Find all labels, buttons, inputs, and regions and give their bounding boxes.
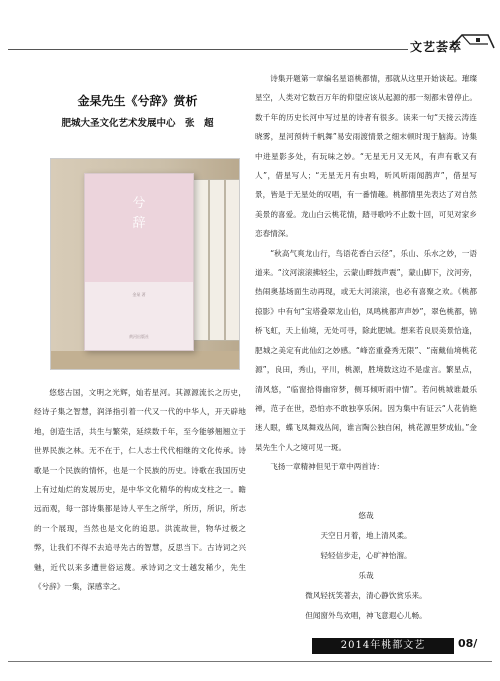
section-brand	[404, 32, 496, 58]
paragraph: 诗集开题第一章编名星语桃都情，那就从这里开始谈起。璀璨星空，人类对它数百万年的仰望应该从起源的那一刻都未曾停止。数千年的历史长河中写过星的诗者有很多。读来一句“天接云涛连晓雾，星河预转千帆舞”易安雨渡情景之细末顿时现于脑海。诗集中进星影多处，有玩味之妙。“无星无月又无风，有声有歌又有人”，借星写人；“无星无月有虫鸣，听风听雨闻鹊声”，借星写景，皆是于无星处的叹唱，有一番情趣。桃都情里先表达了对自然美景的喜爱。龙山白云桃花情，踏寻歌吟不止数十回，可见对家乡恋春情深。	[255, 74, 477, 239]
poem-1-line: 天空日月着，地上清风柔。	[320, 531, 412, 540]
poem-2-line: 但闻窗外鸟欢唱，神飞意遐心儿畅。	[305, 611, 427, 620]
page-number: 08/	[458, 637, 478, 650]
book-cover-title: 兮 辞	[132, 196, 146, 231]
footer-issue: 2014年桃都文艺	[312, 638, 454, 654]
footer-rule	[8, 661, 492, 662]
poem-1-line: 轻轻信步走，心旷神怡溜。	[320, 551, 412, 560]
book-cover-publisher: 黄河出版社	[129, 334, 149, 339]
paragraph: 飞扬一章精神但见于章中两首诗：	[270, 462, 385, 472]
book-spine	[225, 179, 240, 341]
article-author: 肥城大圣文化艺术发展中心 张 超	[61, 118, 214, 129]
shelf-board	[51, 351, 239, 369]
book-cover-author: 金杲 著	[132, 292, 146, 297]
book-cover	[84, 173, 194, 351]
poem-2-title: 乐哉	[358, 571, 374, 580]
left-column-text	[34, 383, 246, 596]
article-title: 金杲先生《兮辞》赏析	[77, 94, 198, 108]
book-spine	[193, 179, 209, 341]
right-column-text	[255, 69, 477, 477]
book-photo	[50, 158, 240, 370]
paragraph: 悠悠古国，文明之光辉，灿若星河。其源源流长之历史，经诗子集之智慧，润泽指引着一代又一代的中华人，开天辟地地，创造生活，共生与繁荣，延续数千年，至今能够翘翘立于世界民族之林。无不在于，仁人志士代代相继的文化传承。诗歌是一个民族的情怀，也是一个民族的历史。诗歌在我国历史上有过灿烂的发展历史，是中华文化精华的构成支柱之一。瞻远而观，每一部诗集都是诗人平生之所学，所历，所识，所志的一个展现，当然也是文化的追思。洪流故世，物华过极之弊，让我们不得不去追寻先古的智慧，反思当下。古诗词之兴魅，近代以来多遭世俗运蔑。承诗词之文士越发稀少，先生《兮辞》一集，深感幸之。	[34, 388, 246, 592]
book-spine	[209, 179, 225, 341]
paragraph: “秋高气爽龙山行，鸟语花香白云径”，乐山、乐水之妙，一语道来。“汶河滚滚拂轻尘，云蒙山畔鼓声震”，蒙山脚下，汶河旁，热闹奥基场面生动再现，或无大河滚滚，也必有喜聚之欢。《桃都掠影》中有句“宝塔叠翠龙山伯，凤鸣桃都声声妙”，翠色桃都，锦桥飞虹，天上仙境，无处可寻，除此肥城。想来若良辰美景恰逢，肥城之美定有此仙幻之妙感。“峰峦重叠秀无限”、“南戴仙境桃花源”，良田，秀山，平川，桃源，胜境数这边不是虚言。繁星点，清风悠，“临窗拾得幽帘梦，侧耳倾听雨中情”。若问桃城谁最乐禅，范子在世，恐怕亦不敢独享乐闲。因为集中有证云“人花俏艳迷人眼，蝶飞凤舞戏丛间，谁言陶公独自闲，桃花源里梦成仙。”金杲先生个人之境可见一斑。	[255, 248, 477, 452]
poem-1-title: 悠哉	[358, 511, 374, 520]
poem-2-line: 微风轻抚笑著去，清心静饮赏乐来。	[305, 591, 427, 600]
header-rule	[8, 49, 408, 50]
section-title: 文艺荟萃	[410, 40, 463, 54]
